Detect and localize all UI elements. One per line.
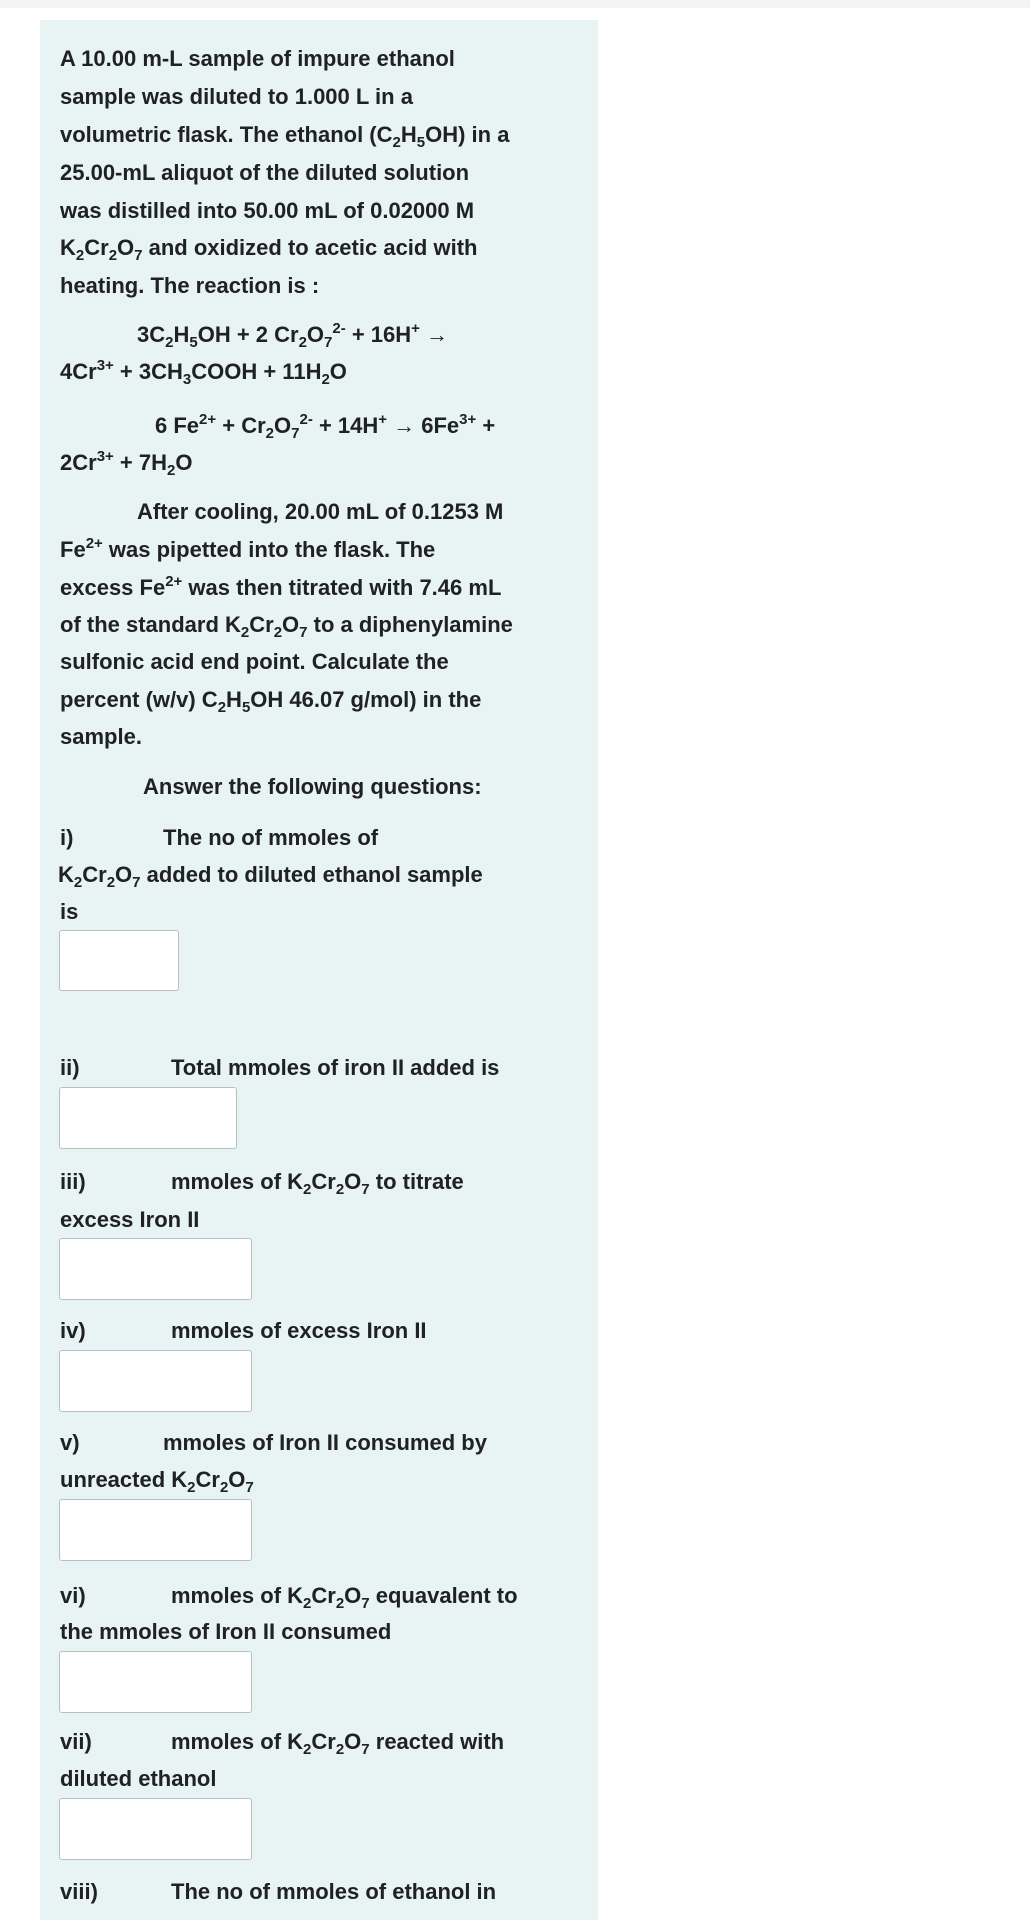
after-line-2: $Fe^{2+}$ was pipetted into the flask. The [60,535,436,562]
problem-line-7: heating. The reaction is : [60,273,320,298]
q5-number: v) [60,1430,80,1455]
reaction-2-line-2: $2Cr^{3+} + 7H_2O$ [60,448,193,479]
q7-number: vii) [60,1729,92,1754]
q3-number: iii) [60,1169,86,1194]
problem-line-1: A 10.00 m-L sample of impure ethanol [60,46,455,71]
q2-text: Total mmoles of iron II added is [171,1055,500,1080]
problem-line-4: 25.00-mL aliquot of the diluted solution [60,160,470,185]
problem-line-2: sample was diluted to 1.000 L in a [60,84,413,109]
q4-text: mmoles of excess Iron II [171,1318,427,1343]
q4-answer-input[interactable] [59,1350,252,1412]
q8-text: The no of mmoles of ethanol in [171,1879,497,1904]
q1-number: i) [60,825,74,850]
q3-text-line-2: excess Iron II [60,1207,200,1232]
q1-text: The no of mmoles of [163,825,379,850]
q3-text: mmoles of $K_2Cr_2O_7$ to titrate [171,1169,464,1198]
problem-line-3: volumetric flask. The ethanol $(C_2H_5OH)$ in a [60,122,510,151]
q1-text-line-3: is [60,899,79,924]
q1-text-line-2: $K_2Cr_2O_7$ added to diluted ethanol sample [58,862,483,891]
q7-text-line-2: diluted ethanol [60,1766,217,1791]
after-line-5: sulfonic acid end point. Calculate the [60,649,449,674]
after-line-6: percent (w/v) $C_2H_5OH$ 46.07 g/mol) in the [60,687,482,716]
problem-line-5: was distilled into 50.00 mL of 0.02000 M [60,198,475,223]
after-line-3: excess $Fe^{2+}$ was then titrated with 7.46 mL [60,573,502,600]
q6-text-line-2: the mmoles of Iron II consumed [60,1619,392,1644]
after-line-4: of the standard $K_2Cr_2O_7$ to a diphenylamine [60,612,513,641]
questions-heading: Answer the following questions: [143,774,482,799]
q4-number: iv) [60,1318,86,1343]
reaction-2-line-1: 6 $Fe^{2+} + Cr_2O_7^{2-} + 14H^+ \to 6Fe^{3+}$ + [155,411,496,442]
after-line-1: After cooling, 20.00 mL of 0.1253 M [137,499,504,524]
reaction-1-line-1: $3C_2H_5OH + 2$ $Cr_2O_7^{2-} + 16H^+$ → [137,320,449,351]
reaction-1-line-2: $4Cr^{3+}$ + $3CH_3COOH + 11H_2O$ [60,357,347,388]
problem-line-6: $K_2Cr_2O_7$ and oxidized to acetic acid with [60,235,478,264]
q5-text-line-2: unreacted $K_2Cr_2O_7$ [60,1467,254,1496]
q8-number: viii) [60,1879,98,1904]
q6-answer-input[interactable] [59,1651,252,1713]
q1-answer-input[interactable] [59,930,179,991]
q5-text: mmoles of Iron II consumed by [163,1430,487,1455]
top-bar [0,0,1030,8]
q2-number: ii) [60,1055,80,1080]
q2-answer-input[interactable] [59,1087,237,1149]
after-line-7: sample. [60,724,142,749]
q6-number: vi) [60,1583,86,1608]
q3-answer-input[interactable] [59,1238,252,1300]
q6-text: mmoles of $K_2Cr_2O_7$ equavalent to [171,1583,518,1612]
q7-text: mmoles of $K_2Cr_2O_7$ reacted with [171,1729,505,1758]
q7-answer-input[interactable] [59,1798,252,1860]
q5-answer-input[interactable] [59,1499,252,1561]
